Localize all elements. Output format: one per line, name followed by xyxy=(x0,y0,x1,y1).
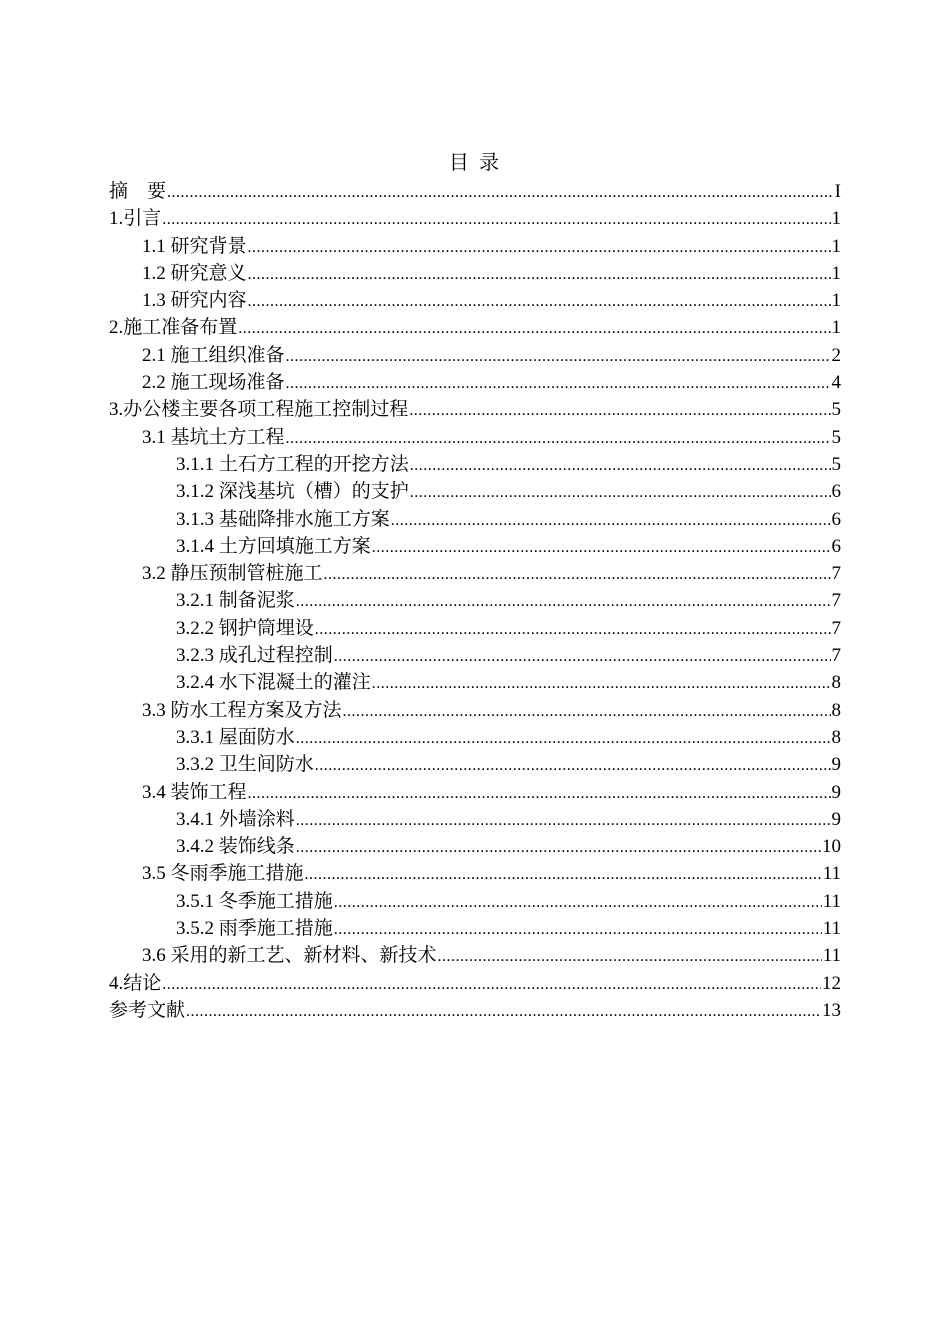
toc-dot-leader xyxy=(286,343,831,370)
table-of-contents xyxy=(109,178,841,1024)
toc-dot-leader xyxy=(248,288,831,315)
toc-entry-title: 2.1 施工组织准备 xyxy=(142,344,285,366)
toc-entry[interactable] xyxy=(109,888,841,915)
toc-entry[interactable] xyxy=(109,642,841,669)
toc-dot-leader xyxy=(248,234,831,261)
toc-dot-leader xyxy=(334,889,822,916)
toc-entry-title: 3.6 采用的新工艺、新材料、新技术 xyxy=(142,945,437,967)
toc-page-number: 6 xyxy=(831,508,841,530)
toc-entry-title: 3.5.1 冬季施工措施 xyxy=(176,890,333,912)
toc-entry[interactable] xyxy=(109,833,841,860)
toc-entry-title: 3.办公楼主要各项工程施工控制过程 xyxy=(109,399,409,421)
toc-entry-title: 2.2 施工现场准备 xyxy=(142,372,285,394)
toc-page-number: 13 xyxy=(822,999,841,1021)
toc-dot-leader xyxy=(286,370,831,397)
toc-dot-leader xyxy=(343,698,831,725)
toc-entry-title: 1.1 研究背景 xyxy=(142,235,247,257)
toc-entry-title: 3.3.1 屋面防水 xyxy=(176,726,295,748)
toc-entry[interactable] xyxy=(109,260,841,287)
toc-entry[interactable] xyxy=(109,533,841,560)
toc-dot-leader xyxy=(186,998,821,1025)
toc-page-number: 1 xyxy=(831,290,841,312)
toc-page-number: 1 xyxy=(831,317,841,339)
toc-dot-leader xyxy=(305,861,822,888)
toc-entry[interactable] xyxy=(109,970,841,997)
toc-entry[interactable] xyxy=(109,915,841,942)
toc-entry-title: 参考文献 xyxy=(109,999,186,1021)
toc-entry[interactable] xyxy=(109,506,841,533)
toc-page-number: 4 xyxy=(831,372,841,394)
toc-dot-leader xyxy=(410,452,831,479)
toc-entry[interactable] xyxy=(109,860,841,887)
toc-entry-title: 3.2 静压预制管桩施工 xyxy=(142,563,323,585)
toc-entry-title: 3.1 基坑土方工程 xyxy=(142,426,285,448)
toc-entry-title: 1.引言 xyxy=(109,208,162,230)
toc-page-number: 6 xyxy=(831,535,841,557)
toc-entry[interactable] xyxy=(109,942,841,969)
toc-entry[interactable] xyxy=(109,342,841,369)
toc-dot-leader xyxy=(162,206,830,233)
toc-page-number: 11 xyxy=(822,945,841,967)
toc-page-number: 7 xyxy=(831,617,841,639)
toc-entry-title: 3.5 冬雨季施工措施 xyxy=(142,863,304,885)
toc-dot-leader xyxy=(238,315,830,342)
toc-page-number: 1 xyxy=(831,208,841,230)
toc-entry-title: 3.1.4 土方回填施工方案 xyxy=(176,535,371,557)
toc-page-number: 7 xyxy=(831,645,841,667)
toc-dot-leader xyxy=(315,752,831,779)
toc-title: 目 录 xyxy=(448,150,502,174)
toc-dot-leader xyxy=(372,534,831,561)
toc-dot-leader xyxy=(296,834,821,861)
toc-entry[interactable] xyxy=(109,424,841,451)
toc-page-number: I xyxy=(834,181,841,202)
toc-page-number: 10 xyxy=(822,836,841,858)
toc-dot-leader xyxy=(391,507,831,534)
toc-entry-title: 3.1.2 深浅基坑（槽）的支护 xyxy=(176,481,409,503)
toc-page-number: 8 xyxy=(831,699,841,721)
toc-entry[interactable] xyxy=(109,669,841,696)
toc-entry[interactable] xyxy=(109,369,841,396)
toc-entry-title: 3.2.3 成孔过程控制 xyxy=(176,645,333,667)
toc-entry-title: 4.结论 xyxy=(109,972,162,994)
toc-entry[interactable] xyxy=(109,178,841,205)
toc-entry-title: 2.施工准备布置 xyxy=(109,317,238,339)
toc-page-number: 8 xyxy=(831,672,841,694)
toc-dot-leader xyxy=(409,397,830,424)
toc-entry-title: 3.2.1 制备泥浆 xyxy=(176,590,295,612)
toc-page-number: 2 xyxy=(831,344,841,366)
toc-dot-leader xyxy=(324,561,831,588)
toc-entry[interactable] xyxy=(109,697,841,724)
toc-entry-title: 3.1.3 基础降排水施工方案 xyxy=(176,508,390,530)
toc-entry-title: 3.3 防水工程方案及方法 xyxy=(142,699,342,721)
toc-entry[interactable] xyxy=(109,724,841,751)
toc-dot-leader xyxy=(296,807,831,834)
toc-entry[interactable] xyxy=(109,287,841,314)
toc-entry[interactable] xyxy=(109,205,841,232)
toc-entry-title: 3.4.2 装饰线条 xyxy=(176,836,295,858)
toc-dot-leader xyxy=(438,943,822,970)
toc-dot-leader xyxy=(162,971,821,998)
toc-dot-leader xyxy=(286,425,831,452)
toc-entry-title: 3.1.1 土石方工程的开挖方法 xyxy=(176,453,409,475)
toc-page-number: 9 xyxy=(831,754,841,776)
toc-entry-title: 3.4.1 外墙涂料 xyxy=(176,808,295,830)
toc-page-number: 6 xyxy=(831,481,841,503)
toc-entry[interactable] xyxy=(109,314,841,341)
toc-page-number: 8 xyxy=(831,726,841,748)
toc-page-number: 1 xyxy=(831,235,841,257)
toc-entry[interactable] xyxy=(109,779,841,806)
toc-dot-leader xyxy=(372,670,831,697)
toc-dot-leader xyxy=(248,780,831,807)
toc-entry-title: 3.3.2 卫生间防水 xyxy=(176,754,314,776)
toc-entry-title: 3.5.2 雨季施工措施 xyxy=(176,918,333,940)
toc-entry[interactable] xyxy=(109,451,841,478)
toc-dot-leader xyxy=(296,725,831,752)
toc-dot-leader xyxy=(296,588,831,615)
toc-entry[interactable] xyxy=(109,478,841,505)
toc-page-number: 7 xyxy=(831,563,841,585)
toc-entry[interactable] xyxy=(109,997,841,1024)
toc-entry-title: 摘 要 xyxy=(109,181,167,202)
toc-entry[interactable] xyxy=(109,587,841,614)
toc-page-number: 7 xyxy=(831,590,841,612)
toc-entry-title: 3.2.4 水下混凝土的灌注 xyxy=(176,672,371,694)
toc-page-number: 12 xyxy=(822,972,841,994)
toc-page-number: 5 xyxy=(831,426,841,448)
toc-page-number: 11 xyxy=(822,890,841,912)
toc-dot-leader xyxy=(248,261,831,288)
toc-page-number: 1 xyxy=(831,262,841,284)
toc-dot-leader xyxy=(315,616,831,643)
toc-entry[interactable] xyxy=(109,806,841,833)
toc-dot-leader xyxy=(410,479,831,506)
toc-page-number: 5 xyxy=(831,453,841,475)
toc-page-number: 5 xyxy=(831,399,841,421)
toc-dot-leader xyxy=(167,179,834,206)
toc-dot-leader xyxy=(334,643,831,670)
toc-entry[interactable] xyxy=(109,233,841,260)
toc-entry-title: 3.4 装饰工程 xyxy=(142,781,247,803)
toc-entry[interactable] xyxy=(109,615,841,642)
toc-entry[interactable] xyxy=(109,396,841,423)
toc-page-number: 9 xyxy=(831,808,841,830)
toc-page-number: 11 xyxy=(822,863,841,885)
toc-entry[interactable] xyxy=(109,560,841,587)
toc-dot-leader xyxy=(334,916,822,943)
toc-entry[interactable] xyxy=(109,751,841,778)
toc-entry-title: 3.2.2 钢护筒埋设 xyxy=(176,617,314,639)
toc-entry-title: 1.2 研究意义 xyxy=(142,262,247,284)
toc-page-number: 9 xyxy=(831,781,841,803)
toc-entry-title: 1.3 研究内容 xyxy=(142,290,247,312)
toc-page-number: 11 xyxy=(822,918,841,940)
